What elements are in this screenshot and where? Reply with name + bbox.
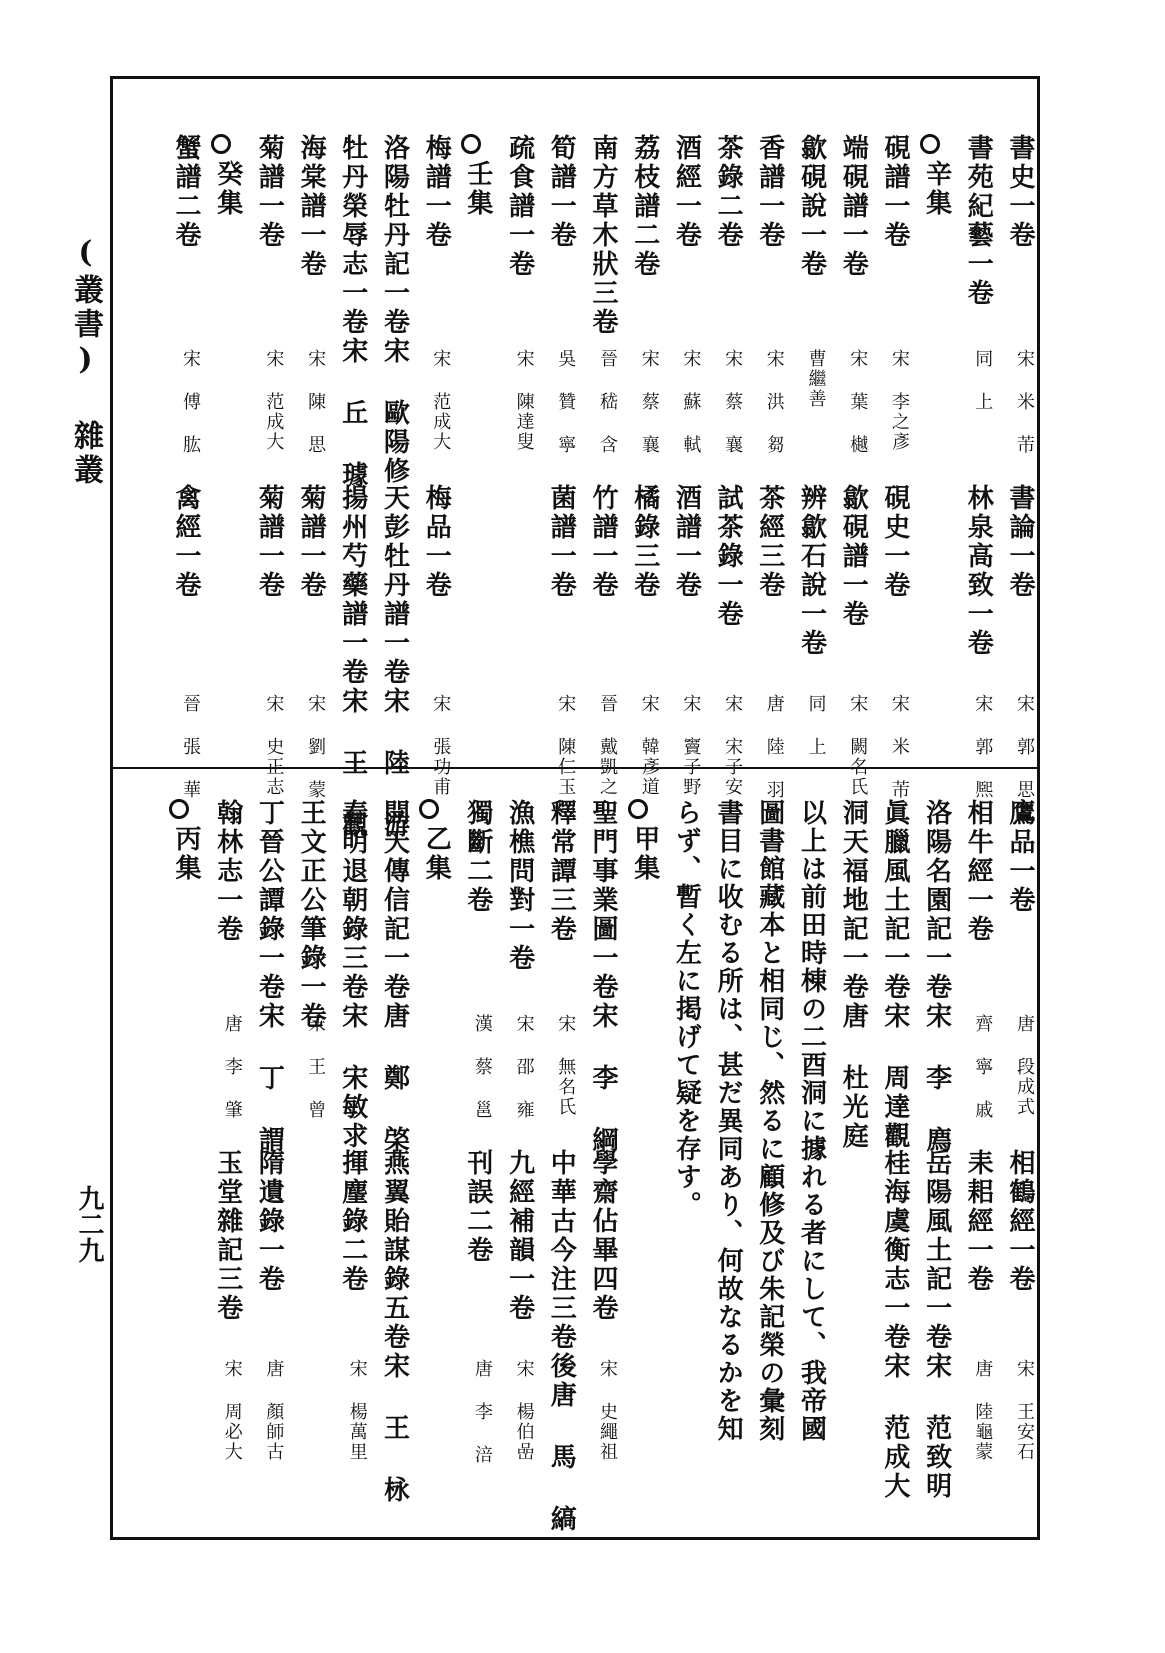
title-text: 相鶴經一卷 bbox=[1005, 1149, 1035, 1294]
section-heading-column bbox=[159, 799, 199, 1479]
author-text: 宋 范成大 bbox=[430, 349, 452, 452]
catalog-entry-column bbox=[242, 799, 285, 1479]
author-text: 唐 李 肇 bbox=[221, 1014, 243, 1120]
author-text: 宋 史繩祖 bbox=[597, 1359, 618, 1462]
title-text: 王文正公筆錄一卷 bbox=[296, 799, 327, 1031]
author-text: 宋 米 芾 bbox=[888, 694, 910, 800]
title-text: 聖門事業圖一卷宋 李 綱 bbox=[588, 799, 618, 1155]
title-text: 菊譜一卷 bbox=[296, 484, 327, 600]
title-text: 竹譜一卷 bbox=[588, 484, 618, 600]
title-text: 菊譜一卷 bbox=[254, 484, 285, 600]
title-text: 梅品一卷 bbox=[421, 484, 452, 600]
circle-marker-icon bbox=[628, 799, 648, 819]
title-text: 端硯譜一卷 bbox=[838, 134, 869, 279]
author-text: 宋 蔡 襄 bbox=[722, 349, 744, 455]
section-heading-column bbox=[451, 134, 491, 824]
catalog-entry-column bbox=[910, 799, 952, 1501]
author-text: 宋 米 芾 bbox=[1014, 349, 1035, 455]
catalog-entry-column bbox=[201, 799, 241, 1479]
catalog-entry-column bbox=[785, 134, 825, 824]
title-text: 南方草木狀三卷 bbox=[588, 134, 618, 337]
title-text: 蟹譜二卷 bbox=[171, 134, 201, 250]
author-text: 宋 周必大 bbox=[221, 1359, 243, 1462]
title-text: 揚州芍藥譜一卷宋 王 觀 bbox=[337, 484, 368, 840]
catalog-entry-column bbox=[326, 799, 366, 1479]
title-text: 中華古今注三卷後唐 馬 縞 bbox=[546, 1149, 577, 1534]
title-text: 海棠譜一卷 bbox=[296, 134, 327, 279]
title-text: 酒譜一卷 bbox=[671, 484, 702, 600]
title-text: 眞臘風土記一卷宋 周達觀 bbox=[879, 799, 910, 1151]
catalog-entry-column bbox=[951, 134, 994, 824]
author-text: 宋 傅 肱 bbox=[180, 349, 201, 455]
note-line bbox=[701, 799, 744, 1479]
title-text: 九經補韻一卷 bbox=[504, 1149, 535, 1323]
author-text: 宋 陳 思 bbox=[305, 349, 327, 455]
title-text: 試茶錄一卷 bbox=[713, 484, 744, 629]
register-divider bbox=[113, 767, 1037, 769]
note-line bbox=[785, 799, 825, 1479]
author-text: 宋 范成大 bbox=[263, 349, 285, 452]
title-text: 玉堂雜記三卷 bbox=[212, 1149, 243, 1323]
catalog-entry-column bbox=[493, 799, 533, 1479]
circle-marker-icon bbox=[211, 134, 231, 154]
author-text: 晉 戴凱之 bbox=[597, 694, 618, 797]
catalog-entry-column bbox=[284, 799, 327, 1479]
author-text: 宋 宋子安 bbox=[722, 694, 744, 797]
title-text: 天彭牡丹譜一卷宋 陸 游 bbox=[379, 484, 410, 840]
catalog-entry-column bbox=[242, 134, 285, 824]
section-heading: 甲集 bbox=[629, 825, 660, 883]
running-header: (叢書) 雜叢 bbox=[68, 235, 103, 488]
author-text: 宋 陳達叟 bbox=[513, 349, 535, 452]
section-heading: 壬集 bbox=[462, 160, 493, 218]
catalog-entry-column bbox=[326, 134, 368, 840]
title-text: 荔枝譜二卷 bbox=[629, 134, 660, 279]
title-text: 刊誤二卷 bbox=[462, 1149, 493, 1265]
title-text: 林泉高致一卷 bbox=[963, 484, 994, 658]
author-text: 唐 李 涪 bbox=[471, 1359, 493, 1465]
author-text: 唐 陸 羽 bbox=[763, 694, 785, 800]
catalog-entry-column bbox=[576, 134, 616, 824]
author-text: 宋 無名氏 bbox=[555, 1014, 577, 1117]
note-line bbox=[659, 799, 702, 1479]
title-text: 歙硯譜一卷 bbox=[838, 484, 869, 629]
lower-register bbox=[121, 799, 1035, 1534]
author-text: 宋 楊伯嵒 bbox=[513, 1359, 535, 1462]
title-text: 揮麈錄二卷 bbox=[337, 1149, 368, 1294]
catalog-entry-column bbox=[993, 134, 1033, 824]
circle-marker-icon bbox=[169, 799, 189, 819]
title-text: 燕翼貽謀錄五卷宋 王 栐 bbox=[379, 1149, 410, 1505]
author-text: 宋 陳仁玉 bbox=[555, 694, 577, 797]
author-text: 吳 贊 寧 bbox=[555, 349, 577, 455]
upper-register bbox=[121, 134, 1035, 840]
title-text: 菌譜一卷 bbox=[546, 484, 577, 600]
catalog-entry-column bbox=[451, 799, 491, 1479]
title-text: 翰林志一卷 bbox=[212, 799, 243, 944]
circle-marker-icon bbox=[419, 799, 439, 819]
title-text: 香譜一卷 bbox=[754, 134, 785, 250]
section-heading: 癸集 bbox=[212, 160, 243, 218]
author-text: 宋 李之彥 bbox=[888, 349, 910, 452]
catalog-entry-column bbox=[493, 134, 533, 824]
section-heading-column bbox=[618, 799, 658, 1479]
note-text: 書目に收むる所は、甚だ異同あり、何故なるかを知 bbox=[713, 799, 744, 1443]
catalog-entry-column bbox=[743, 134, 783, 824]
title-text: 橘錄三卷 bbox=[629, 484, 660, 600]
title-text: 春明退朝錄三卷宋 宋敏求 bbox=[337, 799, 368, 1151]
author-text: 晉 嵇 含 bbox=[597, 349, 618, 455]
title-text: 硯譜一卷 bbox=[879, 134, 910, 250]
title-text: 硯史一卷 bbox=[879, 484, 910, 600]
title-text: 獨斷二卷 bbox=[462, 799, 493, 915]
section-heading: 辛集 bbox=[921, 160, 952, 218]
title-text: 洛陽牡丹記一卷宋 歐陽修 bbox=[379, 134, 410, 486]
title-text: 酒經一卷 bbox=[671, 134, 702, 250]
title-text: 鷹品一卷 bbox=[1005, 799, 1035, 915]
author-text: 唐 顏師古 bbox=[263, 1359, 285, 1462]
author-text: 同 上 bbox=[805, 694, 827, 757]
author-text: 宋 王安石 bbox=[1014, 1359, 1035, 1462]
author-text: 齊 寧 戚 bbox=[972, 1014, 994, 1120]
catalog-entry-column bbox=[826, 799, 869, 1479]
title-text: 菊譜一卷 bbox=[254, 134, 285, 250]
circle-marker-icon bbox=[461, 134, 481, 154]
author-text: 宋 蔡 襄 bbox=[638, 349, 660, 455]
title-text: 漁樵問對一卷 bbox=[504, 799, 535, 973]
note-text: 圖書館藏本と相同じ、然るに顧修及び朱記榮の彙刻 bbox=[754, 799, 785, 1443]
section-heading-column bbox=[910, 134, 950, 824]
catalog-entry-column bbox=[618, 134, 658, 824]
catalog-entry-column bbox=[576, 799, 616, 1479]
title-text: 禽經一卷 bbox=[171, 484, 201, 600]
page-number: 九二九 bbox=[74, 1185, 104, 1263]
catalog-entry-column bbox=[951, 799, 994, 1479]
author-text: 同 上 bbox=[972, 349, 994, 412]
title-text: 茶經三卷 bbox=[754, 484, 785, 600]
catalog-entry-column bbox=[368, 799, 410, 1505]
catalog-entry-column bbox=[659, 134, 702, 824]
catalog-entry-column bbox=[868, 134, 908, 824]
note-text: らず、暫く左に掲げて疑を存す。 bbox=[671, 799, 702, 1219]
author-text: 宋 葉 樾 bbox=[847, 349, 869, 455]
title-text: 開天傳信記一卷唐 鄭 棨 bbox=[379, 799, 410, 1155]
author-text: 宋 郭 思 bbox=[1014, 694, 1035, 800]
title-text: 耒耜經一卷 bbox=[963, 1149, 994, 1294]
catalog-entry-column bbox=[159, 134, 199, 824]
page-frame bbox=[110, 76, 1040, 1540]
title-text: 筍譜一卷 bbox=[546, 134, 577, 250]
author-text: 宋 王 曾 bbox=[305, 1014, 327, 1120]
author-text: 宋 張功甫 bbox=[430, 694, 452, 797]
author-text: 宋 闕名氏 bbox=[847, 694, 869, 797]
author-text: 宋 邵 雍 bbox=[513, 1014, 535, 1120]
title-text: 書史一卷 bbox=[1005, 134, 1035, 250]
author-text: 曹繼善 bbox=[805, 349, 827, 409]
title-text: 相牛經一卷 bbox=[963, 799, 994, 944]
title-text: 歙硯說一卷 bbox=[796, 134, 827, 279]
catalog-entry-column bbox=[534, 134, 577, 824]
title-text: 梅譜一卷 bbox=[421, 134, 452, 250]
author-text: 宋 劉 蒙 bbox=[305, 694, 327, 800]
catalog-entry-column bbox=[409, 134, 452, 824]
author-text: 宋 史正志 bbox=[263, 694, 285, 797]
title-text: 疏食譜一卷 bbox=[504, 134, 535, 279]
title-text: 岳陽風土記一卷宋 范致明 bbox=[921, 1149, 952, 1501]
title-text: 丁晉公譚錄一卷宋 丁 謂 bbox=[254, 799, 285, 1155]
title-text: 釋常譚三卷 bbox=[546, 799, 577, 944]
title-text: 書苑紀藝一卷 bbox=[963, 134, 994, 308]
title-text: 隋遺錄一卷 bbox=[254, 1149, 285, 1294]
note-text: 以上は前田時棟の二酉洞に據れる者にして、我帝國 bbox=[796, 799, 827, 1443]
section-heading: 丙集 bbox=[171, 825, 201, 883]
section-heading-column bbox=[409, 799, 452, 1479]
author-text: 漢 蔡 邕 bbox=[471, 1014, 493, 1120]
circle-marker-icon bbox=[920, 134, 940, 154]
catalog-entry-column bbox=[826, 134, 869, 824]
title-text: 學齋佔畢四卷 bbox=[588, 1149, 618, 1323]
catalog-entry-column bbox=[701, 134, 744, 824]
title-text: 書論一卷 bbox=[1005, 484, 1035, 600]
catalog-entry-column bbox=[284, 134, 327, 824]
author-text: 宋 洪 芻 bbox=[763, 349, 785, 455]
author-text: 宋 楊萬里 bbox=[346, 1359, 368, 1462]
title-text: 牡丹榮辱志一卷宋 丘 璩 bbox=[337, 134, 368, 490]
catalog-entry-column bbox=[993, 799, 1033, 1479]
author-text: 唐 段成式 bbox=[1014, 1014, 1035, 1117]
title-text: 辨歙石說一卷 bbox=[796, 484, 827, 658]
catalog-entry-column bbox=[368, 134, 410, 840]
author-text: 宋 韓彥道 bbox=[638, 694, 660, 797]
section-heading-column bbox=[201, 134, 241, 824]
section-heading: 乙集 bbox=[421, 825, 452, 883]
author-text: 唐 陸龜蒙 bbox=[972, 1359, 994, 1462]
title-text: 茶錄二卷 bbox=[713, 134, 744, 250]
author-text: 宋 竇子野 bbox=[680, 694, 702, 797]
title-text: 桂海虞衡志一卷宋 范成大 bbox=[879, 1149, 910, 1501]
title-text: 洞天福地記一卷唐 杜光庭 bbox=[838, 799, 869, 1151]
catalog-entry-column bbox=[868, 799, 910, 1501]
title-text: 洛陽名園記一卷宋 李 廌 bbox=[921, 799, 952, 1155]
author-text: 宋 郭 熈 bbox=[972, 694, 994, 800]
author-text: 宋 蘇 軾 bbox=[680, 349, 702, 455]
catalog-entry-column bbox=[534, 799, 577, 1534]
note-line bbox=[743, 799, 783, 1479]
author-text: 晉 張 華 bbox=[180, 694, 201, 800]
